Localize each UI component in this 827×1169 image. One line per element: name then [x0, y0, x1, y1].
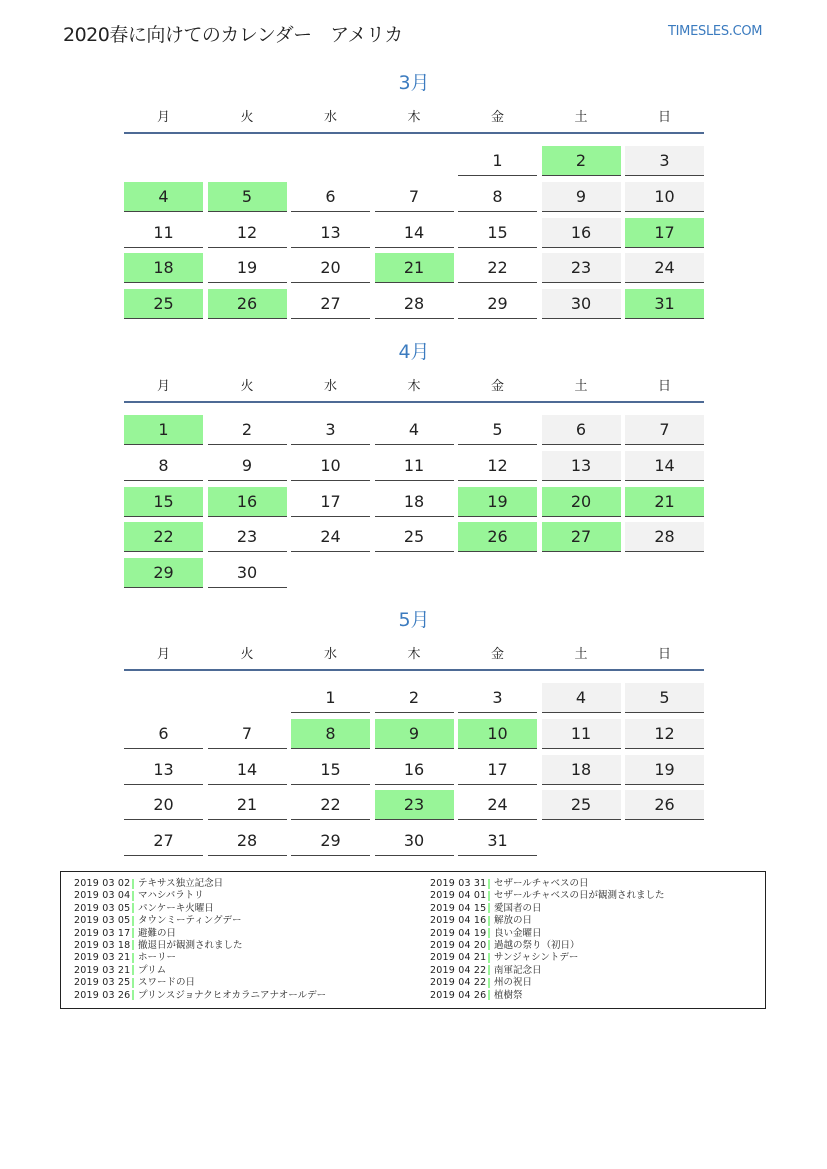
day-cell: 24	[291, 522, 370, 552]
day-cell: 13	[124, 755, 203, 785]
holiday-date: 2019 03 21	[74, 952, 131, 964]
day-cell: 21	[375, 253, 454, 283]
day-cell: 31	[625, 289, 704, 319]
holiday-date: 2019 03 05	[74, 915, 131, 927]
day-cell: 7	[375, 182, 454, 212]
weekday-label: 日	[657, 647, 671, 662]
day-cell: 9	[542, 182, 621, 212]
holiday-date: 2019 04 21	[430, 952, 487, 964]
day-cell: 16	[208, 487, 287, 517]
day-cell: 23	[375, 790, 454, 820]
holiday-list	[60, 871, 766, 1009]
day-cell: 28	[625, 522, 704, 552]
month-1	[124, 70, 704, 314]
day-cell: 23	[208, 522, 287, 552]
header-rule	[124, 669, 704, 671]
holiday-row	[430, 977, 665, 989]
day-cell: 9	[375, 719, 454, 749]
day-cell: 2	[375, 683, 454, 713]
weekday-label: 土	[574, 110, 588, 125]
holiday-marker	[132, 903, 134, 913]
weekday-header	[124, 375, 704, 393]
holiday-marker	[488, 978, 490, 988]
holiday-row	[430, 990, 665, 1002]
holiday-name: 植樹祭	[494, 989, 523, 1001]
day-cell: 25	[375, 522, 454, 552]
weekday-label: 木	[407, 647, 421, 662]
holiday-date: 2019 04 19	[430, 927, 487, 939]
holiday-name: パンケーキ火曜日	[138, 902, 214, 914]
day-cell: 5	[208, 182, 287, 212]
holiday-date: 2019 04 01	[430, 890, 487, 902]
day-cell: 13	[291, 218, 370, 248]
day-cell: 17	[625, 218, 704, 248]
day-cell: 12	[208, 218, 287, 248]
day-cell: 15	[291, 755, 370, 785]
day-cell: 11	[542, 719, 621, 749]
holiday-name: テキサス独立記念日	[138, 878, 224, 889]
holiday-name: マハシバラトリ	[138, 890, 204, 902]
day-cell: 29	[458, 289, 537, 319]
weekday-label: 日	[657, 379, 671, 394]
day-cell: 21	[625, 487, 704, 517]
day-cell: 15	[458, 218, 537, 248]
day-cell: 17	[458, 755, 537, 785]
holiday-marker	[132, 953, 134, 963]
day-cell: 18	[375, 487, 454, 517]
holiday-row	[74, 990, 326, 1002]
day-cell: 31	[458, 826, 537, 856]
weekday-label: 火	[240, 110, 254, 125]
holiday-name: 過越の祭り（初日）	[494, 939, 580, 951]
day-cell: 1	[458, 146, 537, 176]
holiday-row	[74, 878, 326, 890]
day-cell: 15	[124, 487, 203, 517]
holiday-date: 2019 03 18	[74, 939, 131, 951]
holiday-date: 2019 04 22	[430, 964, 487, 976]
holiday-row	[430, 940, 665, 952]
day-cell: 4	[124, 182, 203, 212]
weekday-label: 金	[490, 647, 504, 662]
day-cell: 16	[375, 755, 454, 785]
day-cell: 11	[375, 451, 454, 481]
holiday-name: サンジャシントデー	[494, 952, 579, 964]
weekday-label: 月	[156, 647, 170, 662]
holiday-row	[430, 878, 665, 890]
day-cell: 14	[375, 218, 454, 248]
day-cell: 3	[291, 415, 370, 445]
day-cell: 20	[542, 487, 621, 517]
holiday-row	[74, 915, 326, 927]
day-cell: 10	[291, 451, 370, 481]
day-cell: 2	[542, 146, 621, 176]
holiday-name: 解放の日	[494, 915, 533, 927]
holiday-date: 2019 03 02	[74, 878, 131, 889]
holiday-row	[74, 890, 326, 902]
weekday-label: 火	[240, 379, 254, 394]
day-cell: 14	[208, 755, 287, 785]
day-cell: 3	[625, 146, 704, 176]
holiday-marker	[488, 928, 490, 938]
day-cell: 20	[291, 253, 370, 283]
day-cell: 27	[291, 289, 370, 319]
day-cell: 30	[375, 826, 454, 856]
holiday-marker	[132, 879, 134, 889]
day-cell: 5	[625, 683, 704, 713]
holiday-date: 2019 04 26	[430, 989, 487, 1001]
holiday-name: 州の祝日	[494, 977, 533, 989]
weekday-label: 水	[323, 647, 337, 662]
holiday-date: 2019 04 16	[430, 915, 487, 927]
day-cell: 24	[458, 790, 537, 820]
holiday-name: セザールチャベスの日が観測されました	[494, 890, 665, 902]
day-cell: 26	[458, 522, 537, 552]
day-cell: 30	[208, 558, 287, 588]
day-cell: 19	[208, 253, 287, 283]
holiday-marker	[488, 879, 490, 889]
day-cell: 22	[458, 253, 537, 283]
day-cell: 29	[124, 558, 203, 588]
day-cell: 26	[625, 790, 704, 820]
day-cell: 6	[124, 719, 203, 749]
holiday-name: ホーリー	[138, 952, 177, 964]
holiday-row	[74, 977, 326, 989]
day-cell: 1	[291, 683, 370, 713]
weekday-label: 火	[240, 647, 254, 662]
holiday-name: 撤退日が観測されました	[138, 939, 243, 951]
holiday-marker	[132, 928, 134, 938]
day-cell: 19	[625, 755, 704, 785]
holiday-marker	[488, 903, 490, 913]
day-cell: 6	[542, 415, 621, 445]
day-cell: 6	[291, 182, 370, 212]
day-cell: 4	[375, 415, 454, 445]
page-title: 2020春に向けてのカレンダー アメリカ	[63, 24, 403, 46]
day-cell: 19	[458, 487, 537, 517]
holiday-marker	[132, 978, 134, 988]
holiday-marker	[132, 965, 134, 975]
day-cell: 18	[124, 253, 203, 283]
day-cell: 16	[542, 218, 621, 248]
holiday-marker	[132, 916, 134, 926]
holiday-row	[430, 915, 665, 927]
day-cell: 21	[208, 790, 287, 820]
holiday-date: 2019 04 22	[430, 977, 487, 989]
weekday-label: 金	[490, 379, 504, 394]
holiday-name: プリム	[138, 964, 167, 976]
holiday-row	[430, 890, 665, 902]
day-cell: 7	[208, 719, 287, 749]
holiday-row	[430, 928, 665, 940]
day-cell: 25	[124, 289, 203, 319]
day-cell: 20	[124, 790, 203, 820]
holiday-name: 愛国者の日	[494, 902, 542, 914]
holiday-name: 避難の日	[138, 927, 177, 939]
holiday-row	[430, 965, 665, 977]
holiday-name: スワードの日	[138, 977, 196, 989]
day-cell: 10	[625, 182, 704, 212]
month-name: 5月	[398, 609, 430, 631]
day-cell: 4	[542, 683, 621, 713]
weekday-label: 水	[323, 110, 337, 125]
day-cell: 9	[208, 451, 287, 481]
month-name: 4月	[398, 341, 430, 363]
day-cell: 12	[625, 719, 704, 749]
holiday-name: 良い金曜日	[494, 927, 542, 939]
weekday-label: 水	[323, 379, 337, 394]
holiday-row	[430, 952, 665, 964]
holiday-marker	[488, 916, 490, 926]
weekday-label: 木	[407, 379, 421, 394]
weekday-label: 月	[156, 110, 170, 125]
holiday-name: プリンスジョナクヒオカラニアナオールデー	[138, 989, 327, 1001]
holiday-name: 南軍記念日	[494, 964, 542, 976]
month-name: 3月	[398, 72, 430, 94]
holiday-marker	[488, 965, 490, 975]
weekday-label: 月	[156, 379, 170, 394]
weekday-label: 土	[574, 379, 588, 394]
day-cell: 12	[458, 451, 537, 481]
holiday-marker	[488, 990, 490, 1000]
day-cell: 1	[124, 415, 203, 445]
holiday-row	[74, 940, 326, 952]
day-cell: 25	[542, 790, 621, 820]
holiday-marker	[488, 940, 490, 950]
holiday-date: 2019 03 25	[74, 977, 131, 989]
day-cell: 11	[124, 218, 203, 248]
day-cell: 17	[291, 487, 370, 517]
holiday-date: 2019 04 15	[430, 902, 487, 914]
day-cell: 10	[458, 719, 537, 749]
day-cell: 28	[208, 826, 287, 856]
header-rule	[124, 401, 704, 403]
weekday-label: 木	[407, 110, 421, 125]
holiday-row	[74, 928, 326, 940]
holiday-date: 2019 03 21	[74, 964, 131, 976]
site-link[interactable]: TIMESLES.COM	[668, 24, 763, 39]
header-rule	[124, 132, 704, 134]
day-cell: 29	[291, 826, 370, 856]
holiday-list-left	[74, 878, 326, 1002]
day-cell: 5	[458, 415, 537, 445]
day-cell: 22	[124, 522, 203, 552]
weekday-label: 土	[574, 647, 588, 662]
holiday-date: 2019 03 05	[74, 902, 131, 914]
day-cell: 3	[458, 683, 537, 713]
day-cell: 2	[208, 415, 287, 445]
weekday-label: 金	[490, 110, 504, 125]
day-cell: 27	[542, 522, 621, 552]
day-cell: 23	[542, 253, 621, 283]
holiday-list-right	[430, 878, 665, 1002]
day-cell: 13	[542, 451, 621, 481]
day-cell: 26	[208, 289, 287, 319]
holiday-marker	[132, 940, 134, 950]
holiday-name: タウンミーティングデー	[138, 915, 242, 927]
holiday-date: 2019 03 17	[74, 927, 131, 939]
month-2	[124, 339, 704, 583]
holiday-marker	[488, 953, 490, 963]
holiday-row	[74, 952, 326, 964]
holiday-row	[430, 903, 665, 915]
day-cell: 27	[124, 826, 203, 856]
holiday-date: 2019 03 31	[430, 878, 487, 889]
day-cell: 18	[542, 755, 621, 785]
day-cell: 30	[542, 289, 621, 319]
holiday-marker	[132, 891, 134, 901]
holiday-marker	[132, 990, 134, 1000]
month-3	[124, 607, 704, 851]
weekday-header	[124, 106, 704, 124]
day-cell: 14	[625, 451, 704, 481]
holiday-date: 2019 03 26	[74, 989, 131, 1001]
holiday-row	[74, 965, 326, 977]
weekday-label: 日	[657, 110, 671, 125]
day-cell: 8	[124, 451, 203, 481]
day-cell: 7	[625, 415, 704, 445]
day-cell: 8	[458, 182, 537, 212]
holiday-date: 2019 03 04	[74, 890, 131, 902]
holiday-row	[74, 903, 326, 915]
day-cell: 28	[375, 289, 454, 319]
holiday-date: 2019 04 20	[430, 939, 487, 951]
day-cell: 8	[291, 719, 370, 749]
weekday-header	[124, 643, 704, 661]
day-cell: 24	[625, 253, 704, 283]
holiday-marker	[488, 891, 490, 901]
holiday-name: セザールチャベスの日	[494, 878, 589, 889]
day-cell: 22	[291, 790, 370, 820]
